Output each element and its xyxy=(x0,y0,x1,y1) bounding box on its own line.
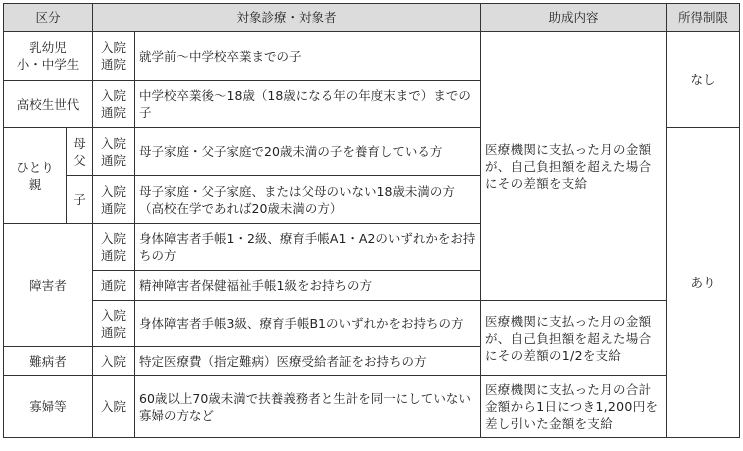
income-limit-cell: なし xyxy=(667,32,740,128)
care-type-cell: 入院 xyxy=(93,347,135,376)
care-type-cell: 入院 通院 xyxy=(93,224,135,271)
target-desc-cell: 身体障害者手帳1・2級、療育手帳A1・A2のいずれかをお持ちの方 xyxy=(135,224,481,271)
header-target: 対象診療・対象者 xyxy=(93,4,481,32)
target-desc-cell: 特定医療費（指定難病）医療受給者証をお持ちの方 xyxy=(135,347,481,376)
care-type-cell: 通院 xyxy=(93,271,135,301)
aid-cell: 医療機関に支払った月の金額が、自己負担額を超えた場合にその差額を支給 xyxy=(481,32,667,301)
care-type-cell: 入院 通院 xyxy=(93,81,135,128)
header-income: 所得制限 xyxy=(667,4,740,32)
header-category: 区分 xyxy=(4,4,93,32)
income-limit-cell: あり xyxy=(667,128,740,438)
target-desc-cell: 母子家庭・父子家庭、または父母のいない18歳未満の方（高校在学であれば20歳未満の方） xyxy=(135,176,481,224)
category-cell: 難病者 xyxy=(4,347,93,376)
target-desc-cell: 身体障害者手帳3級、療育手帳B1のいずれかをお持ちの方 xyxy=(135,301,481,347)
medical-subsidy-table xyxy=(3,3,740,438)
table-row xyxy=(4,376,740,438)
table-row xyxy=(4,32,740,81)
target-desc-cell: 60歳以上70歳未満で扶養義務者と生計を同一にしていない寡婦の方など xyxy=(135,376,481,438)
care-type-cell: 入院 通院 xyxy=(93,176,135,224)
category-cell: 寡婦等 xyxy=(4,376,93,438)
subcategory-cell: 子 xyxy=(67,176,93,224)
header-row xyxy=(4,4,740,32)
subcategory-cell: 母 父 xyxy=(67,128,93,176)
target-desc-cell: 就学前〜中学校卒業までの子 xyxy=(135,32,481,81)
category-cell: ひとり 親 xyxy=(4,128,67,224)
care-type-cell: 入院 通院 xyxy=(93,301,135,347)
aid-cell: 医療機関に支払った月の合計金額から1日につき1,200円を差し引いた金額を支給 xyxy=(481,376,667,438)
target-desc-cell: 精神障害者保健福祉手帳1級をお持ちの方 xyxy=(135,271,481,301)
target-desc-cell: 中学校卒業後〜18歳（18歳になる年の年度末まで）までの子 xyxy=(135,81,481,128)
care-type-cell: 入院 xyxy=(93,376,135,438)
table-row xyxy=(4,301,740,347)
care-type-cell: 入院 通院 xyxy=(93,32,135,81)
category-cell: 乳幼児 小・中学生 xyxy=(4,32,93,81)
care-type-cell: 入院 通院 xyxy=(93,128,135,176)
target-desc-cell: 母子家庭・父子家庭で20歳未満の子を養育している方 xyxy=(135,128,481,176)
aid-cell: 医療機関に支払った月の金額が、自己負担額を超えた場合にその差額の1/2を支給 xyxy=(481,301,667,376)
category-cell: 高校生世代 xyxy=(4,81,93,128)
header-aid: 助成内容 xyxy=(481,4,667,32)
category-cell: 障害者 xyxy=(4,224,93,347)
